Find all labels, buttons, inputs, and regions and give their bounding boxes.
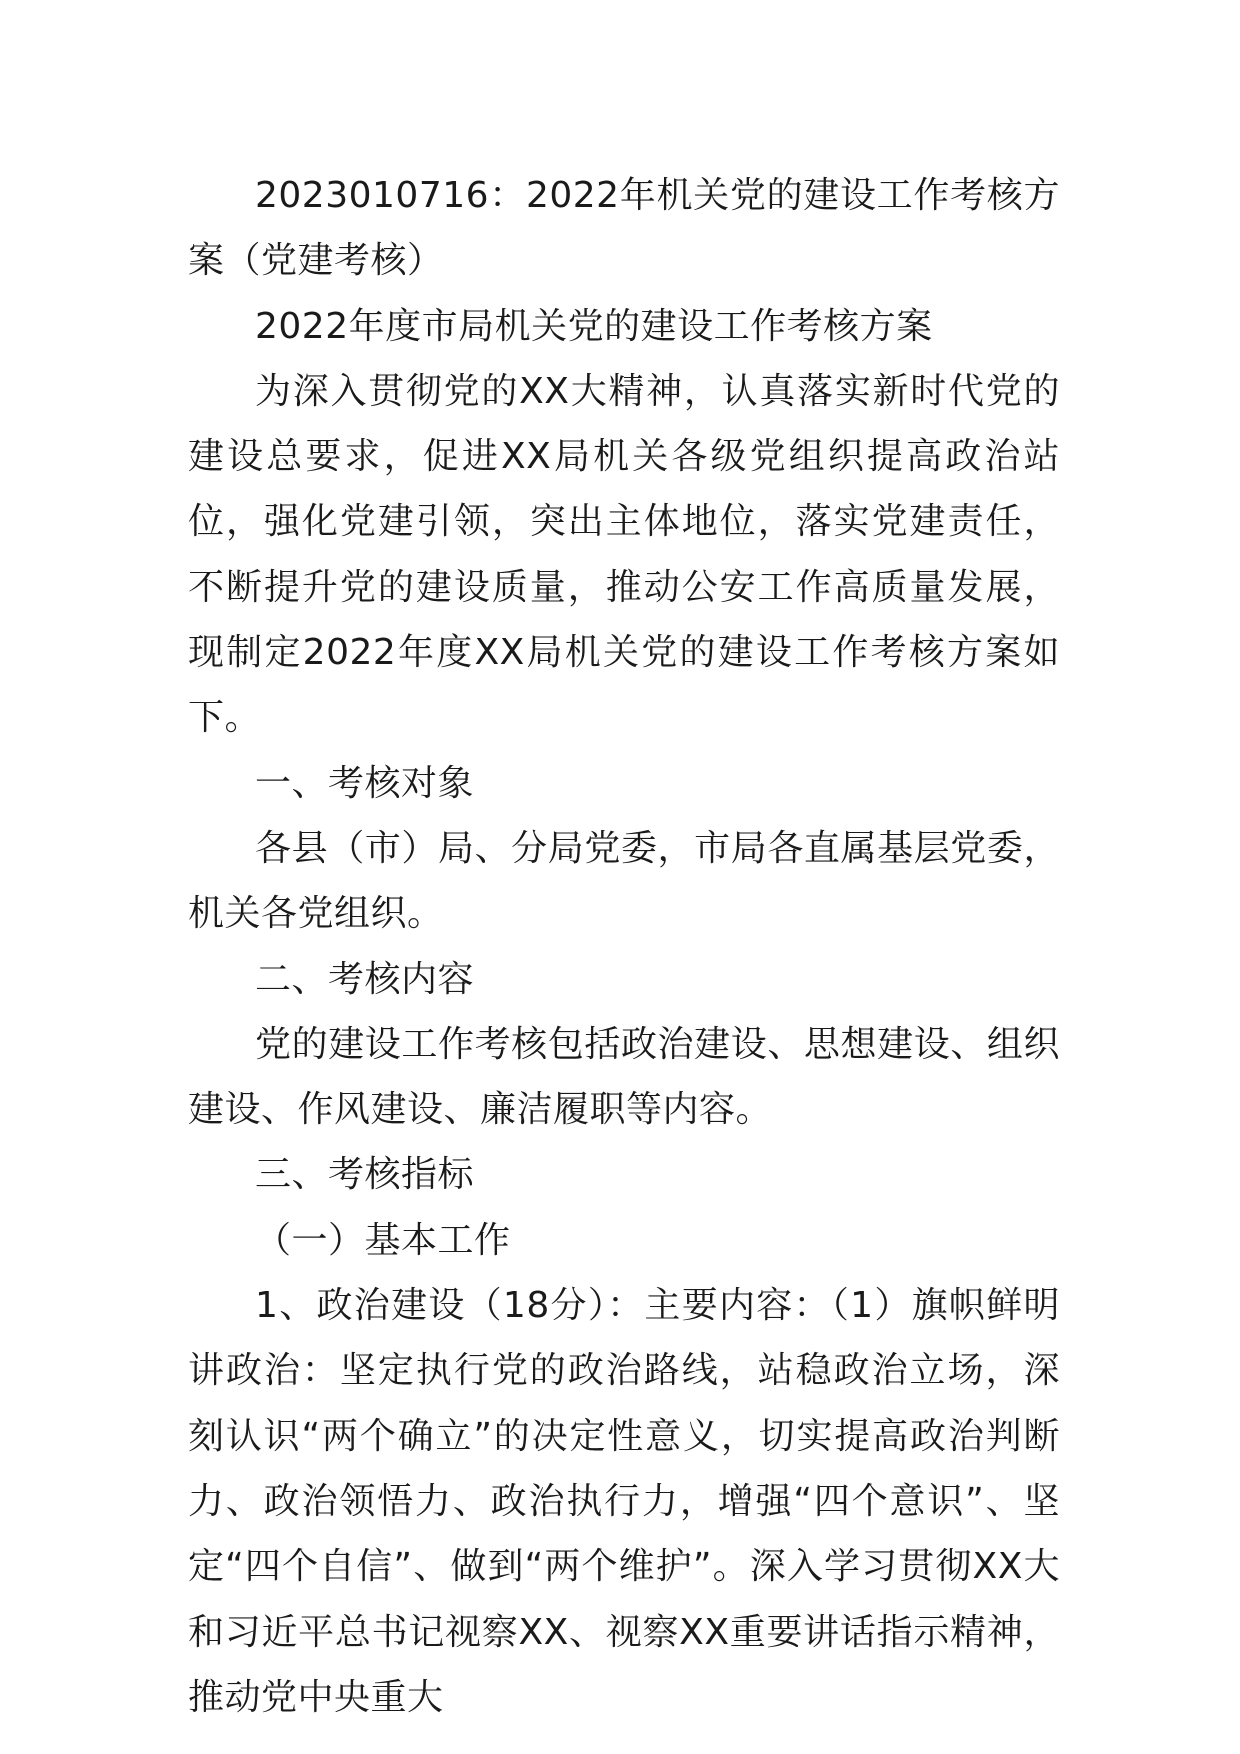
document-title: 2022年度市局机关党的建设工作考核方案 bbox=[255, 305, 933, 347]
section-heading-1: 一、考核对象 bbox=[255, 762, 475, 804]
scope-paragraph: 各县（市）局、分局党委，市局各直属基层党委，机关各党组织。 bbox=[188, 827, 1060, 935]
section-heading-3: 三、考核指标 bbox=[255, 1154, 475, 1196]
content-paragraph: 党的建设工作考核包括政治建设、思想建设、组织建设、作风建设、廉洁履职等内容。 bbox=[188, 1023, 1060, 1131]
item-paragraph-1: 1、政治建设（18分）：主要内容：（1）旗帜鲜明讲政治：坚定执行党的政治路线，站稳政治立场，深刻认识“两个确立”的决定性意义，切实提高政治判断力、政治领悟力、政治执行力，增强“四个意识”、坚定“四个自信”、做到“两个维护”。深入学习贯彻XX大和习近平总书记视察XX、视察XX重要讲话指示精神，推动党中央重大 bbox=[188, 1285, 1060, 1718]
document-page bbox=[188, 163, 1060, 1730]
subsection-heading-1: （一）基本工作 bbox=[255, 1219, 511, 1261]
file-title: 2023010716：2022年机关党的建设工作考核方案（党建考核） bbox=[188, 175, 1060, 282]
section-heading-2: 二、考核内容 bbox=[255, 958, 475, 1000]
intro-paragraph: 为深入贯彻党的XX大精神，认真落实新时代党的建设总要求，促进XX局机关各级党组织提高政治站位，强化党建引领，突出主体地位，落实党建责任，不断提升党的建设质量，推动公安工作高质量发展，现制定2022年度XX局机关党的建设工作考核方案如下。 bbox=[188, 370, 1060, 739]
